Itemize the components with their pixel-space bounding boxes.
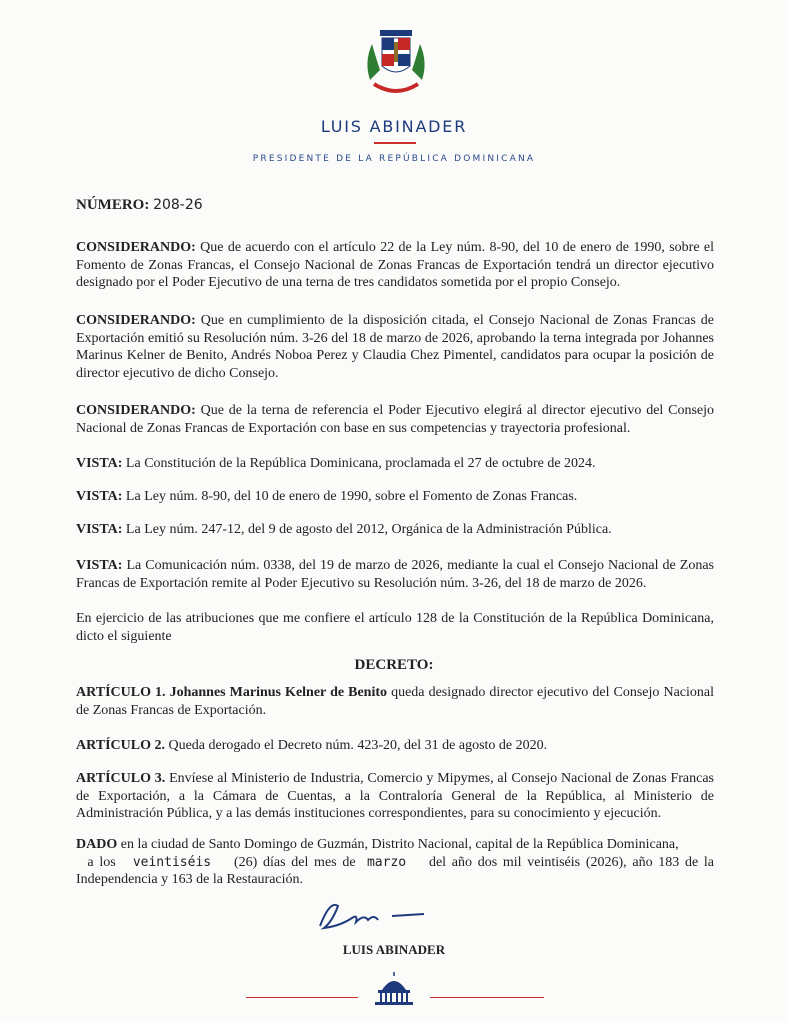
article-text: Queda derogado el Decreto núm. 423-20, del 31 de agosto de 2020. <box>164 738 548 753</box>
dado-text: en la ciudad de Santo Domingo de Guzmán, Distrito Nacional, capital de la República Dominicana, <box>117 837 679 852</box>
article-lead: ARTÍCULO 3. <box>76 771 166 786</box>
dado-paragraph <box>76 836 714 889</box>
article-lead: ARTÍCULO 1. Johannes Marinus Kelner de Benito <box>76 685 388 700</box>
paragraph-lead: CONSIDERANDO: <box>76 403 196 418</box>
considerando-1 <box>76 239 714 292</box>
paragraph-lead: VISTA: <box>76 456 123 471</box>
vista-2 <box>76 488 714 506</box>
vista-3 <box>76 521 714 539</box>
paragraph-text: Que de acuerdo con el artículo 22 de la Ley núm. 8-90, del 10 de enero de 1990, sobre el Fomento de Zonas Francas, el Consejo Nacional de Zonas Francas de Exportación tendrá un director ejecutivo designado por el Poder Ejecutivo de una terna de tres candidatos sometida por el propio Consejo. <box>76 240 714 291</box>
considerando-2 <box>76 312 714 382</box>
decree-number <box>76 197 203 214</box>
paragraph-lead: VISTA: <box>76 558 123 573</box>
article-3 <box>76 770 714 823</box>
vista-1 <box>76 455 714 473</box>
dado-day-word: veintiséis <box>132 854 212 870</box>
article-2 <box>76 737 714 755</box>
signatory-name: LUIS ABINADER <box>342 942 446 957</box>
paragraph-text: En ejercicio de las atribuciones que me confiere el artículo 128 de la Constitución de la República Dominicana, dicto el siguiente <box>76 611 714 644</box>
paragraph-text: La Comunicación núm. 0338, del 19 de marzo de 2026, mediante la cual el Consejo Nacional de Zonas Francas de Exportación remite al Poder Ejecutivo su Resolución núm. 3-26, del 18 de marzo de 2026. <box>76 558 714 591</box>
paragraph-lead: VISTA: <box>76 522 123 537</box>
dado-a-los: a los <box>87 854 116 870</box>
paragraph-text: La Constitución de la República Dominicana, proclamada el 27 de octubre de 2024. <box>122 456 596 471</box>
preamble <box>76 610 714 645</box>
paragraph-text: La Ley núm. 8-90, del 10 de enero de 1990, sobre el Fomento de Zonas Francas. <box>122 489 578 504</box>
palace-dome-icon <box>372 970 416 1006</box>
coat-of-arms-icon <box>360 22 432 98</box>
vista-4 <box>76 557 714 592</box>
header-title: PRESIDENTE DE LA REPÚBLICA DOMINICANA <box>252 154 536 164</box>
paragraph-text: La Ley núm. 247-12, del 9 de agosto del 2012, Orgánica de la Administración Pública. <box>122 522 612 537</box>
article-1 <box>76 684 714 719</box>
header-divider <box>374 142 416 144</box>
header-name: LUIS ABINADER <box>320 117 468 136</box>
considerando-3 <box>76 402 714 437</box>
paragraph-text: Que de la terna de referencia el Poder Ejecutivo elegirá al director ejecutivo del Consejo Nacional de Zonas Francas de Exportación con base en sus competencias y trayectoria profesional. <box>76 403 714 436</box>
dado-day-number: (26) días del mes de <box>233 854 356 870</box>
footer-rule-left <box>246 997 358 998</box>
decree-number-label: NÚMERO: <box>76 197 150 213</box>
footer-rule-right <box>430 997 544 998</box>
article-text: Envíese al Ministerio de Industria, Comercio y Mipymes, al Consejo Nacional de Zonas Francas de Exportación, a la Cámara de Cuentas, a la Contraloría General de la República, al Ministerio de Administración Pública, y a las demás instituciones correspondientes, para su conocimiento y ejecución. <box>76 771 714 822</box>
paragraph-lead: CONSIDERANDO: <box>76 240 196 255</box>
article-lead: ARTÍCULO 2. <box>76 738 165 753</box>
dado-month: marzo <box>366 854 407 870</box>
decree-number-value: 208-26 <box>153 197 203 213</box>
paragraph-lead: VISTA: <box>76 489 123 504</box>
dado-rest: del año dos mil veintiséis (2026), año 183 de la Independencia y 163 de la Restauración. <box>76 854 715 888</box>
dado-lead: DADO <box>76 837 118 852</box>
article-text: queda designado director ejecutivo del Consejo Nacional de Zonas Francas de Exportación. <box>76 685 715 718</box>
signature-icon <box>312 896 442 936</box>
paragraph-text: Que en cumplimiento de la disposición citada, el Consejo Nacional de Zonas Francas de Exportación emitió su Resolución núm. 3-26 del 18 de marzo de 2026, aprobando la terna integrada por Johannes Marinus Kelner de Benito, Andrés Noboa Perez y Claudia Chez Pimentel, candidatos para ocupar la posición de director ejecutivo de dicho Consejo. <box>76 313 714 381</box>
paragraph-lead: CONSIDERANDO: <box>76 313 196 328</box>
decree-heading: DECRETO: <box>354 657 434 673</box>
